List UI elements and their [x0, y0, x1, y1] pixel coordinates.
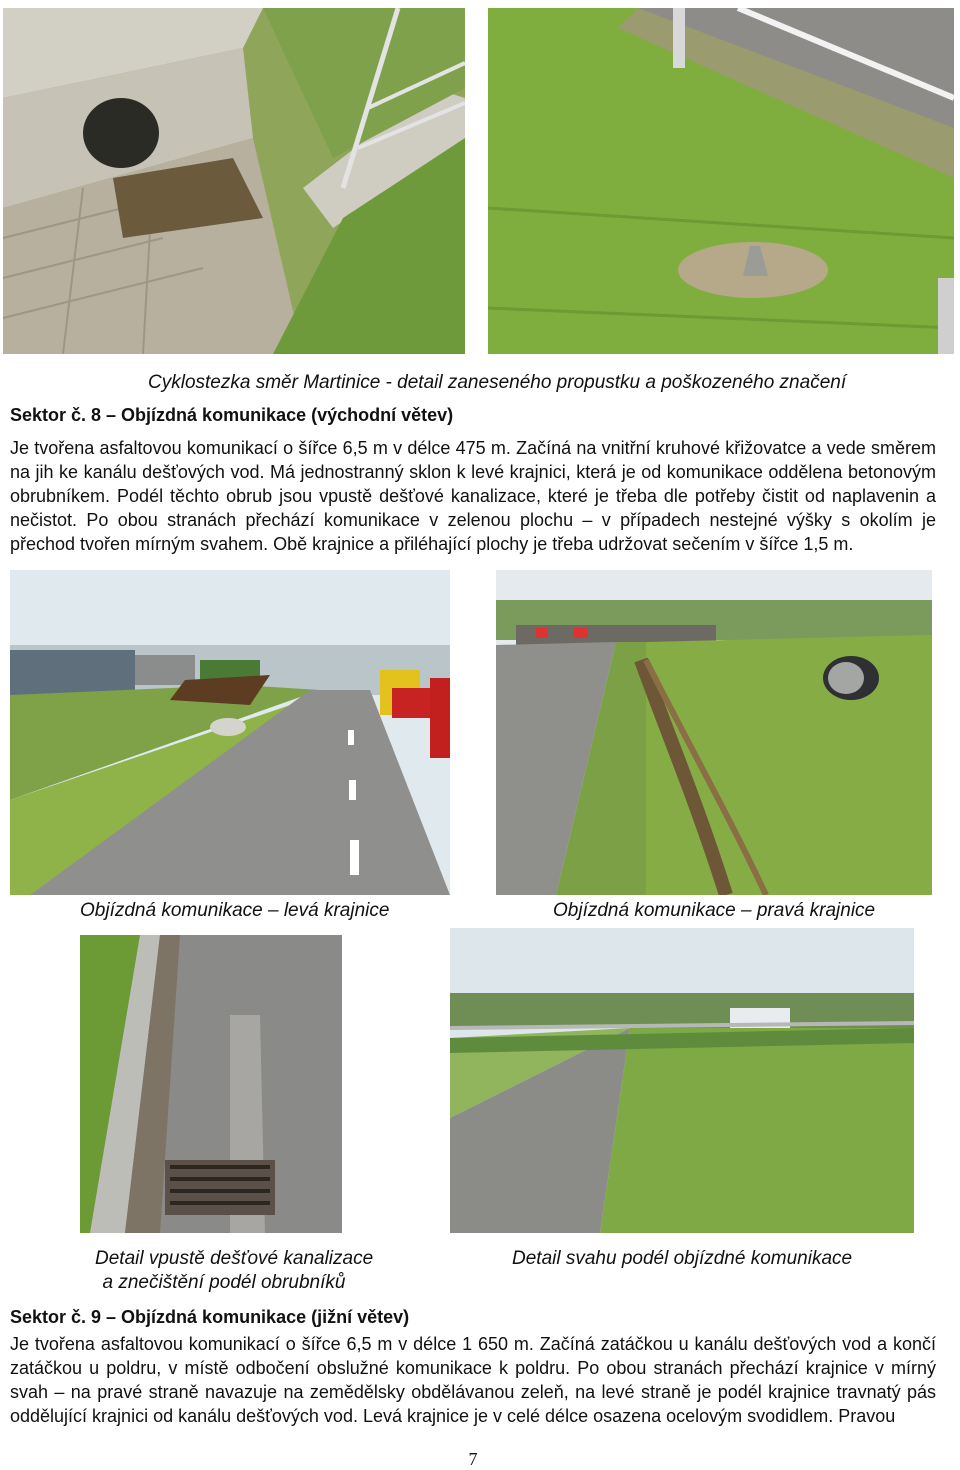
sector-8-text: Je tvořena asfaltovou komunikací o šířce 6,5 m v délce 475 m. Začíná na vnitřní kruhové křižovatce a vede směrem na jih ke kanálu dešťových vod. Má jednostranný sklon k levé krajnici, která je od komunikace oddělena betonovým obrubníkem. Podél těchto obrub jsou vpustě dešťové kanalizace, které je třeba dle potřeby čistit od naplavenin a nečistot. Po obou stranách přechází komunikace v zelenou plochu – v případech nestejné výšky s okolím je přechod tvořen mírným svahem. Obě krajnice a přiléhající plochy je třeba udržovat sečením v šířce 1,5 m. — [10, 438, 936, 554]
sector-9-heading: Sektor č. 9 – Objízdná komunikace (jižní větev) — [10, 1307, 410, 1327]
sector-8-heading: Sektor č. 8 – Objízdná komunikace (východní větev) — [10, 405, 454, 425]
photo-slope-detail — [450, 928, 914, 1233]
caption-drain-line-1: Detail vpustě dešťové kanalizace — [95, 1248, 374, 1269]
photo-field-marker — [488, 8, 954, 354]
sector-9-text: Je tvořena asfaltovou komunikací o šířce 6,5 m v délce 1 650 m. Začíná zatáčkou u kanálu dešťových vod a končí zatáčkou u poldru, v místě odbočení obslužné komunikace k poldru. Po obou stranách přechází krajnice v mírný svah – na pravé straně navazuje na zemědělsky obdělávanou zeleň, na levé straně je podél krajnice travnatý pás oddělující krajnici od kanálu dešťových vod. Levá krajnice je v celé délce osazena ocelovým svodidlem. Pravou — [10, 1334, 936, 1426]
caption-top: Cyklostezka směr Martinice - detail zaneseného propustku a poškozeného značení — [148, 372, 847, 393]
photo-road-left — [10, 570, 450, 895]
photo-road-right — [496, 570, 932, 895]
caption-drain-line-2: a znečištění podél obrubníků — [102, 1272, 346, 1293]
caption-road-right: Objízdná komunikace – pravá krajnice — [553, 900, 876, 921]
caption-road-left: Objízdná komunikace – levá krajnice — [80, 900, 390, 921]
photo-drain-detail — [80, 935, 342, 1233]
caption-slope: Detail svahu podél objízdné komunikace — [512, 1248, 853, 1269]
photo-culvert — [3, 8, 465, 354]
page-number: 7 — [468, 1449, 478, 1469]
